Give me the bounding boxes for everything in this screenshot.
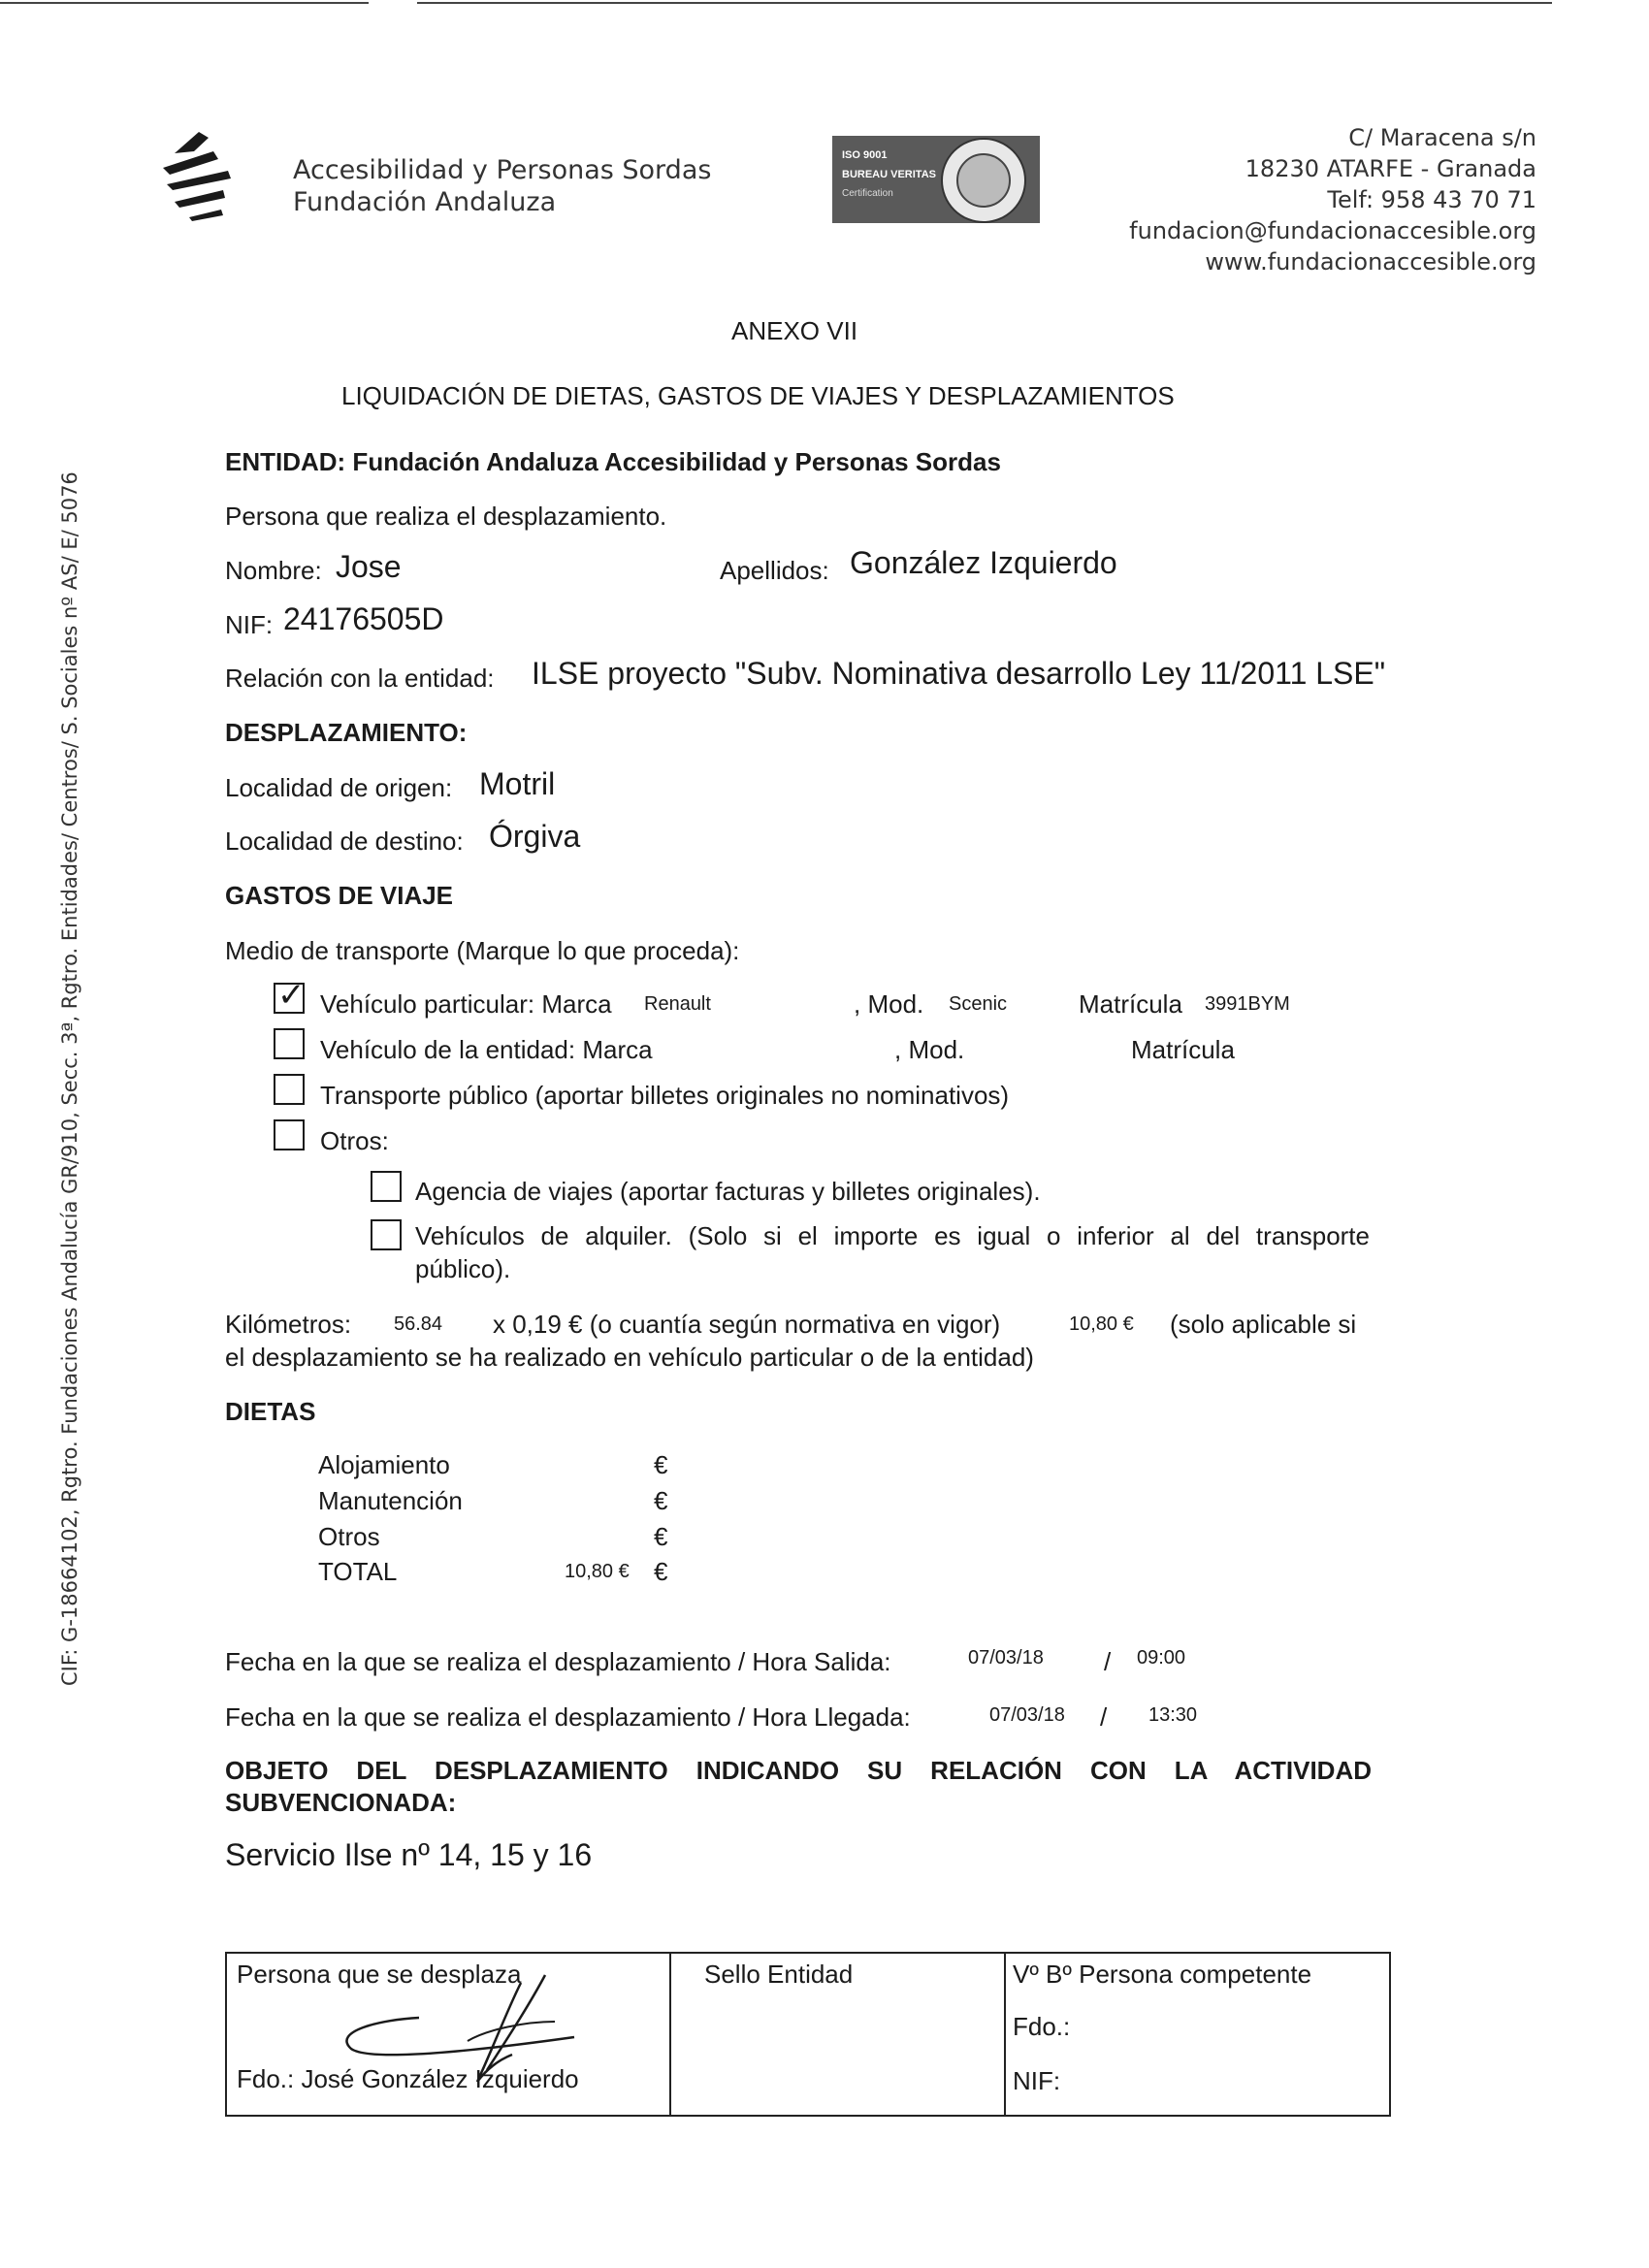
dietas-row-label: Otros [318,1522,380,1551]
signature-table [225,1952,1391,2117]
agencia-label: Agencia de viajes (aportar facturas y billetes originales). [415,1177,1041,1206]
llegada-time: 13:30 [1148,1704,1198,1726]
dietas-row-label: Alojamiento [318,1450,450,1479]
org-name-line2: Fundación Andaluza [293,187,557,217]
particular-mod-value: Scenic [949,993,1008,1015]
sig-col3-header: Vº Bº Persona competente [1013,1960,1312,1989]
cert-text-1: ISO 9001 [842,149,888,161]
publico-label: Transporte público (aportar billetes originales no nominativos) [320,1081,1010,1110]
salida-time: 09:00 [1137,1647,1186,1669]
salida-date: 07/03/18 [968,1647,1044,1669]
objeto-value: Servicio Ilse nº 14, 15 y 16 [225,1837,593,1872]
certification-badge [832,136,1040,223]
alquiler-label-line2: público). [415,1254,511,1283]
km-amount: 10,80 € [1069,1313,1134,1335]
km-value: 56.84 [394,1313,443,1335]
entidad-matricula-label: Matrícula [1131,1035,1235,1064]
particular-matricula-label: Matrícula [1079,989,1182,1019]
dietas-total-value: 10,80 € [565,1561,630,1582]
salida-label: Fecha en la que se realiza el desplazamiento / Hora Salida: [225,1647,891,1676]
km-note-line2: el desplazamiento se ha realizado en vehículo particular o de la entidad) [225,1343,1034,1372]
checkbox-vehiculos-alquiler[interactable] [371,1219,402,1250]
sig-col1-fdo: Fdo.: José González Izquierdo [237,2064,579,2093]
side-registry-text: CIF: G-18664102, Rgtro. Fundaciones Andalucía GR/910, Secc. 3ª, Rgtro. Entidades/ Centros/ S. Sociales nº AS/ E/ 5076 [58,471,81,1686]
dietas-row-currency: € [654,1522,668,1551]
destino-value: Órgiva [489,819,581,854]
llegada-separator: / [1100,1702,1108,1732]
sig-col2-header: Sello Entidad [704,1960,854,1989]
sig-col3-fdo: Fdo.: [1013,2012,1071,2041]
llegada-date: 07/03/18 [989,1704,1065,1726]
origen-value: Motril [479,766,556,801]
salida-separator: / [1104,1647,1112,1676]
km-rate-text: x 0,19 € (o cuantía según normativa en vigor) [493,1310,1001,1339]
apellidos-label: Apellidos: [720,556,829,585]
km-label: Kilómetros: [225,1310,352,1339]
entidad-heading: ENTIDAD: Fundación Andaluza Accesibilidad y Personas Sordas [225,447,1001,476]
entidad-mod-label: , Mod. [894,1035,965,1064]
org-name-line1: Accesibilidad y Personas Sordas [293,155,712,185]
signature-table-divider [669,1954,671,2115]
checkbox-vehiculo-entidad[interactable] [274,1028,305,1059]
objeto-heading-line2: SUBVENCIONADA: [225,1788,457,1817]
scan-line [417,2,1552,4]
particular-marca-value: Renault [644,993,711,1015]
cert-text-3: Certification [842,188,893,199]
sig-col1-header: Persona que se desplaza [237,1960,522,1989]
dietas-row-currency: € [654,1486,668,1515]
address-line-1: C/ Maracena s/n [1348,124,1536,151]
nombre-value: Jose [336,549,402,584]
checkbox-vehiculo-particular[interactable] [274,977,306,1014]
origen-label: Localidad de origen: [225,773,453,802]
destino-label: Localidad de destino: [225,826,464,856]
persona-label: Persona que realiza el desplazamiento. [225,502,667,531]
page-subtitle: LIQUIDACIÓN DE DIETAS, GASTOS DE VIAJES Y DESPLAZAMIENTOS [341,381,1175,410]
nif-value: 24176505D [283,601,444,636]
address-phone: Telf: 958 43 70 71 [1327,186,1536,213]
particular-mod-label: , Mod. [854,989,924,1019]
entidad-vehiculo-label: Vehículo de la entidad: Marca [320,1035,653,1064]
km-note-line1: (solo aplicable si [1170,1310,1357,1339]
foundation-logo [155,124,262,231]
otros-label: Otros: [320,1126,389,1155]
checkbox-transporte-publico[interactable] [274,1074,305,1105]
medio-label: Medio de transporte (Marque lo que proceda): [225,936,740,965]
checkbox-agencia-viajes[interactable] [371,1171,402,1202]
particular-label: Vehículo particular: Marca [320,989,612,1019]
signature-table-divider [1004,1954,1006,2115]
scan-line [0,2,369,4]
sig-col3-nif: NIF: [1013,2066,1061,2095]
alquiler-label-line1: Vehículos de alquiler. (Solo si el importe es igual o inferior al del transporte [415,1221,1370,1250]
desplazamiento-heading: DESPLAZAMIENTO: [225,718,468,747]
address-line-2: 18230 ATARFE - Granada [1245,155,1536,182]
page-title: ANEXO VII [731,316,858,345]
particular-matricula-value: 3991BYM [1205,993,1290,1015]
nombre-label: Nombre: [225,556,322,585]
dietas-row-label: Manutención [318,1486,463,1515]
dietas-heading: DIETAS [225,1397,316,1426]
bureau-veritas-seal-icon [941,138,1026,223]
checkbox-otros[interactable] [274,1119,305,1150]
apellidos-value: González Izquierdo [850,545,1117,580]
dietas-row-currency: € [654,1450,668,1479]
objeto-heading-line1: OBJETO DEL DESPLAZAMIENTO INDICANDO SU RELACIÓN CON LA ACTIVIDAD [225,1756,1372,1785]
dietas-total-currency: € [654,1557,668,1586]
dietas-total-label: TOTAL [318,1557,398,1586]
cert-text-2: BUREAU VERITAS [842,169,936,180]
nif-label: NIF: [225,610,274,639]
llegada-label: Fecha en la que se realiza el desplazamiento / Hora Llegada: [225,1702,911,1732]
relacion-label: Relación con la entidad: [225,664,495,693]
checkmark-icon: ✓ [277,977,306,1014]
gastos-heading: GASTOS DE VIAJE [225,881,454,910]
address-website: www.fundacionaccesible.org [1205,248,1536,275]
address-email: fundacion@fundacionaccesible.org [1129,217,1536,244]
relacion-value: ILSE proyecto "Subv. Nominativa desarrollo Ley 11/2011 LSE" [532,656,1386,691]
